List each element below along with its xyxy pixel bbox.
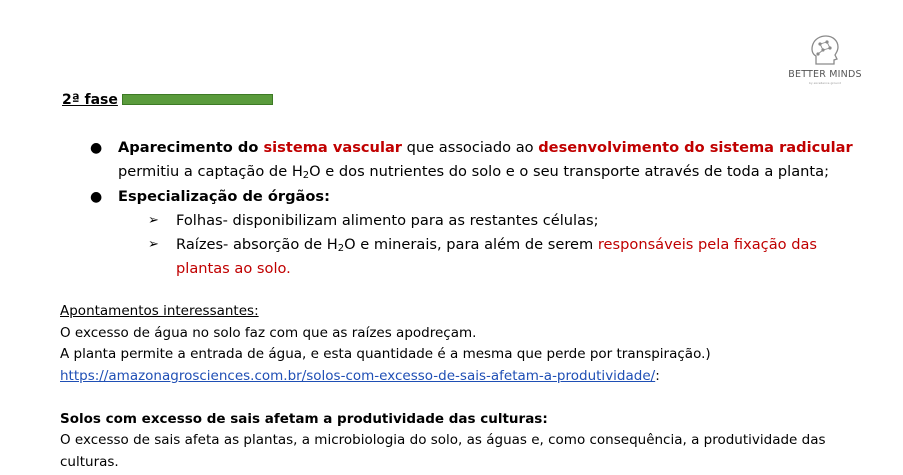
bullet-item-1-line1: Aparecimento do sistema vascular que associado ao desenvolvimento do sistema radicular: [118, 139, 853, 156]
sub-item-1: Folhas- disponibilizam alimento para as restantes células;: [176, 212, 599, 229]
bullet-item-1-line2: permitiu a captação de $H_2O$ e dos nutrientes do solo e o seu transporte através de toda a planta;: [118, 163, 830, 181]
sub-item-2-line1: Raízes- absorção de $H_2O$ e minerais, para além de serem responsáveis pela fixação das: [176, 236, 818, 254]
paragraph-line: culturas.: [60, 453, 119, 470]
brain-head-icon: [808, 34, 842, 68]
phase-label: 2ª fase: [62, 92, 118, 108]
notes-section: [60, 301, 826, 473]
phase-progress-bar: [122, 94, 273, 105]
section-title: Solos com excesso de sais afetam a produtividade das culturas:: [60, 410, 548, 427]
bullet-icon: ●: [90, 140, 103, 156]
notes-link-line: https://amazonagrosciences.com.br/solos-com-excesso-de-sais-afetam-a-produtividade/:: [60, 367, 660, 384]
paragraph-line: O excesso de sais afeta as plantas, a microbiologia do solo, as águas e, como consequência, a produtividade das: [60, 432, 826, 448]
arrow-bullet-icon: ➢: [148, 237, 159, 252]
notes-heading: Apontamentos interessantes:: [60, 303, 259, 319]
logo-tagline: by excellence ground: [808, 81, 842, 85]
sub-item-2-line2: plantas ao solo.: [176, 260, 291, 277]
spacer: [60, 387, 826, 409]
logo-name: BETTER MINDS: [788, 69, 862, 80]
bullet-item-2: Especialização de órgãos:: [118, 188, 330, 205]
source-link[interactable]: https://amazonagrosciences.com.br/solos-com-excesso-de-sais-afetam-a-produtividade/: [60, 367, 656, 384]
better-minds-logo: [784, 34, 866, 85]
bullet-icon: ●: [90, 189, 103, 205]
notes-line: A planta permite a entrada de água, e esta quantidade é a mesma que perde por transpiração.): [60, 346, 711, 362]
arrow-bullet-icon: ➢: [148, 213, 159, 228]
notes-line: O excesso de água no solo faz com que as raízes apodreçam.: [60, 324, 477, 341]
